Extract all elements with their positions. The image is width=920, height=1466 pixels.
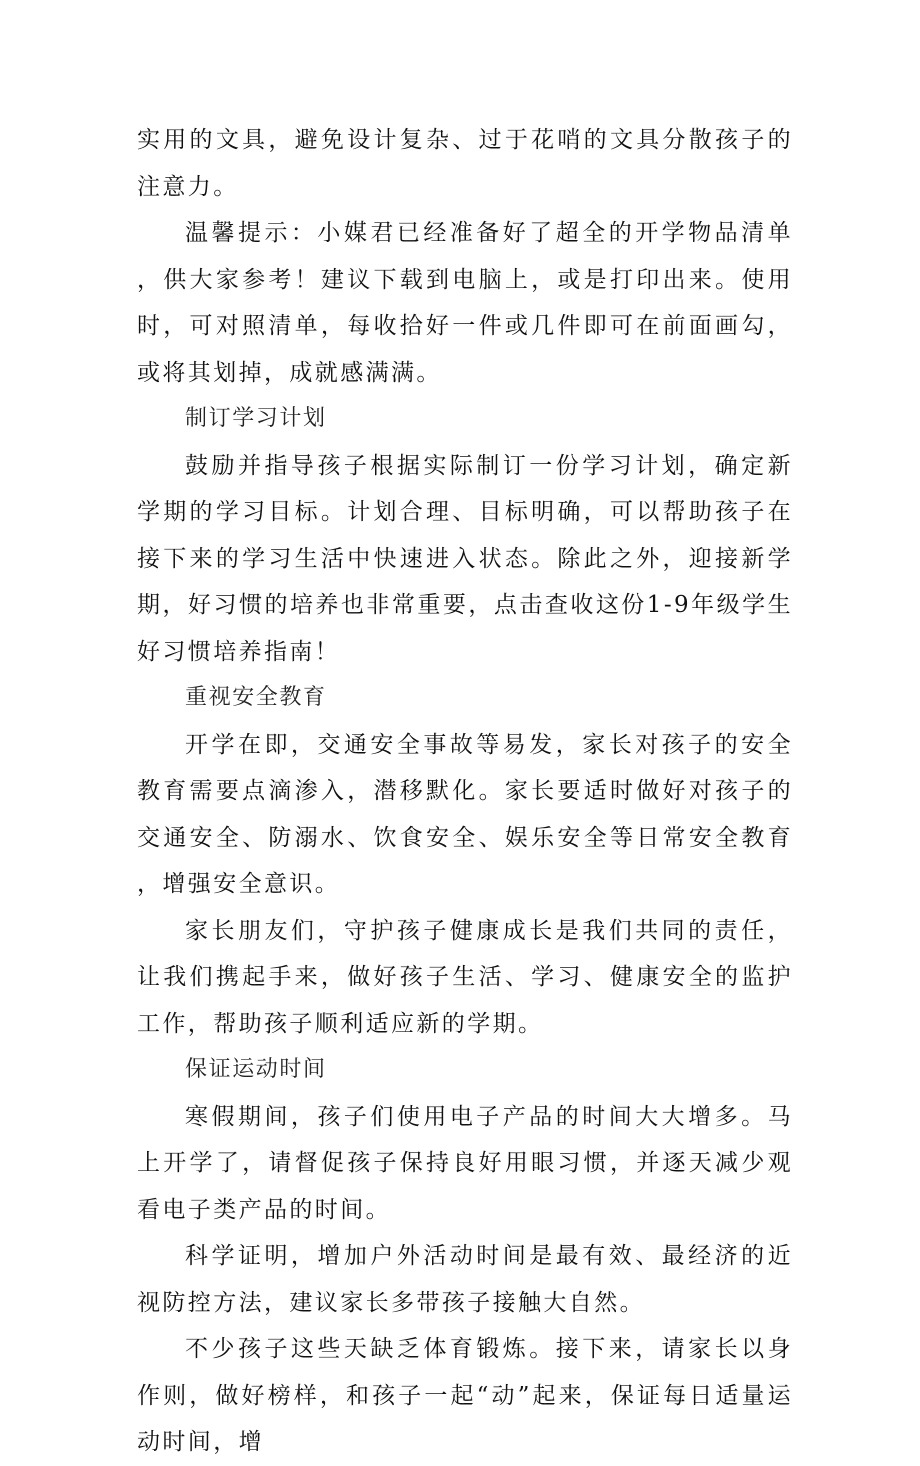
- section-heading-study-plan: 制订学习计划: [185, 406, 327, 431]
- section-heading-exercise: 保证运动时间: [185, 1057, 327, 1082]
- paragraph-exercise: 不少孩子这些天缺乏体育锻炼。接下来，请家长以身作则，做好榜样，和孩子一起“动”起来，保证每日适量运动时间，增: [137, 1336, 793, 1455]
- paragraph-tip: 温馨提示：小媒君已经准备好了超全的开学物品清单，供大家参考！建议下载到电脑上，或是打印出来。使用时，可对照清单，每收拾好一件或几件即可在前面画勾，或将其划掉，成就感满满。: [137, 220, 793, 386]
- section-heading-safety: 重视安全教育: [185, 685, 327, 710]
- paragraph-screen-time: 寒假期间，孩子们使用电子产品的时间大大增多。马上开学了，请督促孩子保持良好用眼习惯，并逐天减少观看电子类产品的时间。: [137, 1103, 793, 1223]
- paragraph-safety: 开学在即，交通安全事故等易发，家长对孩子的安全教育需要点滴渗入，潜移默化。家长要适时做好对孩子的交通安全、防溺水、饮食安全、娱乐安全等日常安全教育，增强安全意识。: [137, 731, 793, 897]
- paragraph-study-plan: 鼓励并指导孩子根据实际制订一份学习计划，确定新学期的学习目标。计划合理、目标明确，可以帮助孩子在接下来的学习生活中快速进入状态。除此之外，迎接新学期，好习惯的培养也非常重要，点击查收这份1-9年级学生好习惯培养指南！: [137, 452, 793, 665]
- paragraph-stationery-tail: 实用的文具，避免设计复杂、过于花哨的文具分散孩子的注意力。: [137, 127, 793, 200]
- document-body: [137, 117, 793, 1466]
- paragraph-outdoor: 科学证明，增加户外活动时间是最有效、最经济的近视防控方法，建议家长多带孩子接触大自然。: [137, 1243, 793, 1316]
- paragraph-parents: 家长朋友们，守护孩子健康成长是我们共同的责任，让我们携起手来，做好孩子生活、学习、健康安全的监护工作，帮助孩子顺利适应新的学期。: [137, 917, 793, 1037]
